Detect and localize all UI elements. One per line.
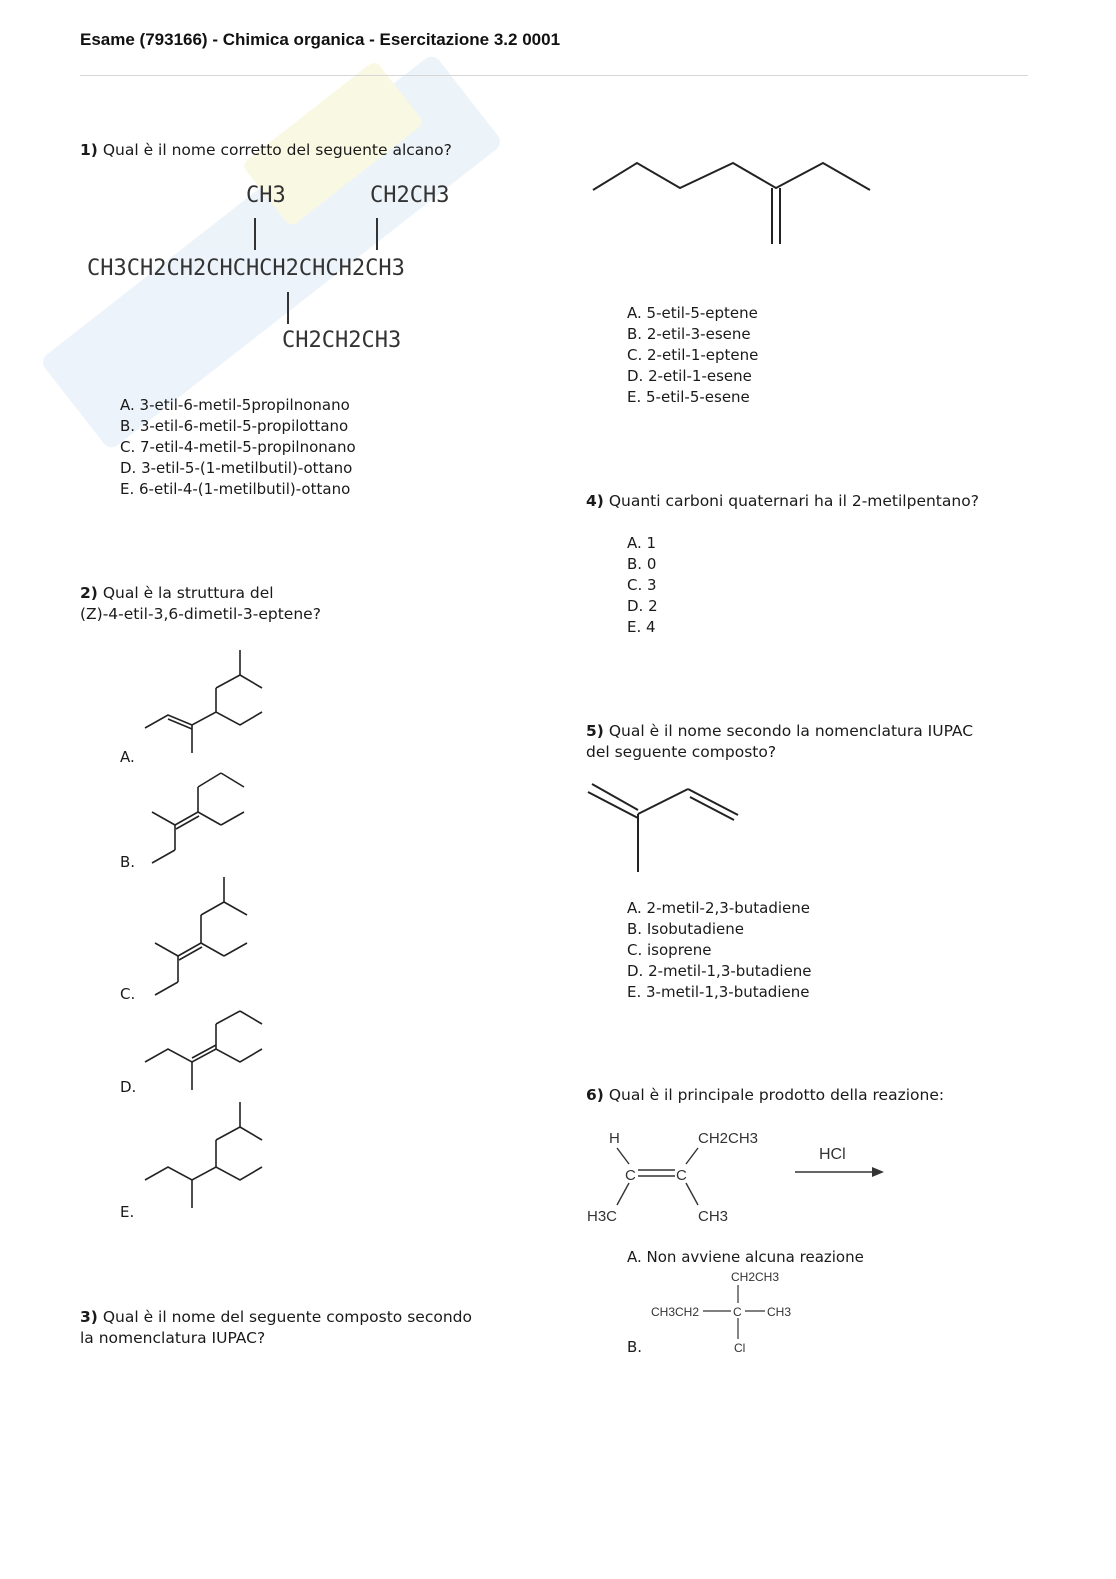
q5-option-b[interactable]: B. Isobutadiene [627,920,744,938]
q4-option-e[interactable]: E. 4 [627,618,656,636]
q4-option-c[interactable]: C. 3 [627,576,657,594]
q2-text-line2: (Z)-4-etil-3,6-dimetil-3-eptene? [80,605,321,623]
q2-text-line1: Qual è la struttura del [102,584,274,602]
q6-b-right: CH3 [767,1305,792,1319]
q4-option-b[interactable]: B. 0 [627,555,657,573]
q5-option-e[interactable]: E. 3-metil-1,3-butadiene [627,983,810,1001]
q6-reactant-c1: C [625,1167,636,1184]
q6-number: 6) [586,1086,604,1104]
q5-option-d[interactable]: D. 2-metil-1,3-butadiene [627,962,812,980]
q3-option-a[interactable]: A. 5-etil-5-eptene [627,304,758,322]
q2-label-d[interactable]: D. [120,1078,137,1096]
q6-reactant-h3c: H3C [587,1208,618,1225]
q6-b-center: C [733,1305,742,1319]
q6-text: Qual è il principale prodotto della reazione: [608,1086,945,1104]
q1-formula-top-right: CH2CH3 [370,183,450,208]
q6-option-a-text: A. Non avviene alcuna reazione [627,1248,864,1266]
q1-option-e[interactable]: E. 6-etil-4-(1-metilbutil)-ottano [120,480,351,498]
q6-b-bottom: Cl [734,1341,746,1355]
page-header: Esame (793166) - Chimica organica - Esercitazione 3.2 0001 [80,30,561,49]
q1-formula-main: CH3CH2CH2CHCHCH2CHCH2CH3 [87,256,405,281]
q6-reactant-ethyl: CH2CH3 [698,1130,759,1147]
q2-label-a[interactable]: A. [120,748,135,766]
q2-label-e[interactable]: E. [120,1203,135,1221]
q6-b-left: CH3CH2 [651,1305,700,1319]
q3-number: 3) [80,1308,98,1326]
q6-reactant-ch3: CH3 [698,1208,729,1225]
q5-option-a[interactable]: A. 2-metil-2,3-butadiene [627,899,810,917]
q1-formula-top-left: CH3 [246,183,286,208]
q6-option-b-label[interactable]: B. [627,1338,643,1356]
q2-number: 2) [80,584,98,602]
q2-label-b[interactable]: B. [120,853,136,871]
q6-reactant-h: H [609,1130,620,1147]
q3-option-c[interactable]: C. 2-etil-1-eptene [627,346,759,364]
q5-text-line1: Qual è il nome secondo la nomenclatura IUPAC [608,722,974,740]
q1-number: 1) [80,141,98,159]
q4-option-d[interactable]: D. 2 [627,597,658,615]
q1-option-a[interactable]: A. 3-etil-6-metil-5propilnonano [120,396,350,414]
q4-text: Quanti carboni quaternari ha il 2-metilpentano? [608,492,979,510]
q1-formula-bottom: CH2CH2CH3 [282,328,402,353]
q3-text-line2: la nomenclatura IUPAC? [80,1329,266,1347]
q1-option-d[interactable]: D. 3-etil-5-(1-metilbutil)-ottano [120,459,353,477]
q6-reagent: HCl [819,1146,846,1163]
q1-text: Qual è il nome corretto del seguente alcano? [102,141,452,159]
q4-number: 4) [586,492,604,510]
q1-option-b[interactable]: B. 3-etil-6-metil-5-propilottano [120,417,349,435]
q3-option-d[interactable]: D. 2-etil-1-esene [627,367,752,385]
q5-number: 5) [586,722,604,740]
q6-b-top: CH2CH3 [731,1270,780,1284]
q6-reactant-c2: C [676,1167,687,1184]
q2-label-c[interactable]: C. [120,985,136,1003]
q3-option-e[interactable]: E. 5-etil-5-esene [627,388,750,406]
q5-option-c[interactable]: C. isoprene [627,941,712,959]
q3-text-line1: Qual è il nome del seguente composto secondo [102,1308,472,1326]
q1-option-c[interactable]: C. 7-etil-4-metil-5-propilnonano [120,438,356,456]
q5-text-line2: del seguente composto? [586,743,777,761]
q3-option-b[interactable]: B. 2-etil-3-esene [627,325,751,343]
q4-option-a[interactable]: A. 1 [627,534,657,552]
